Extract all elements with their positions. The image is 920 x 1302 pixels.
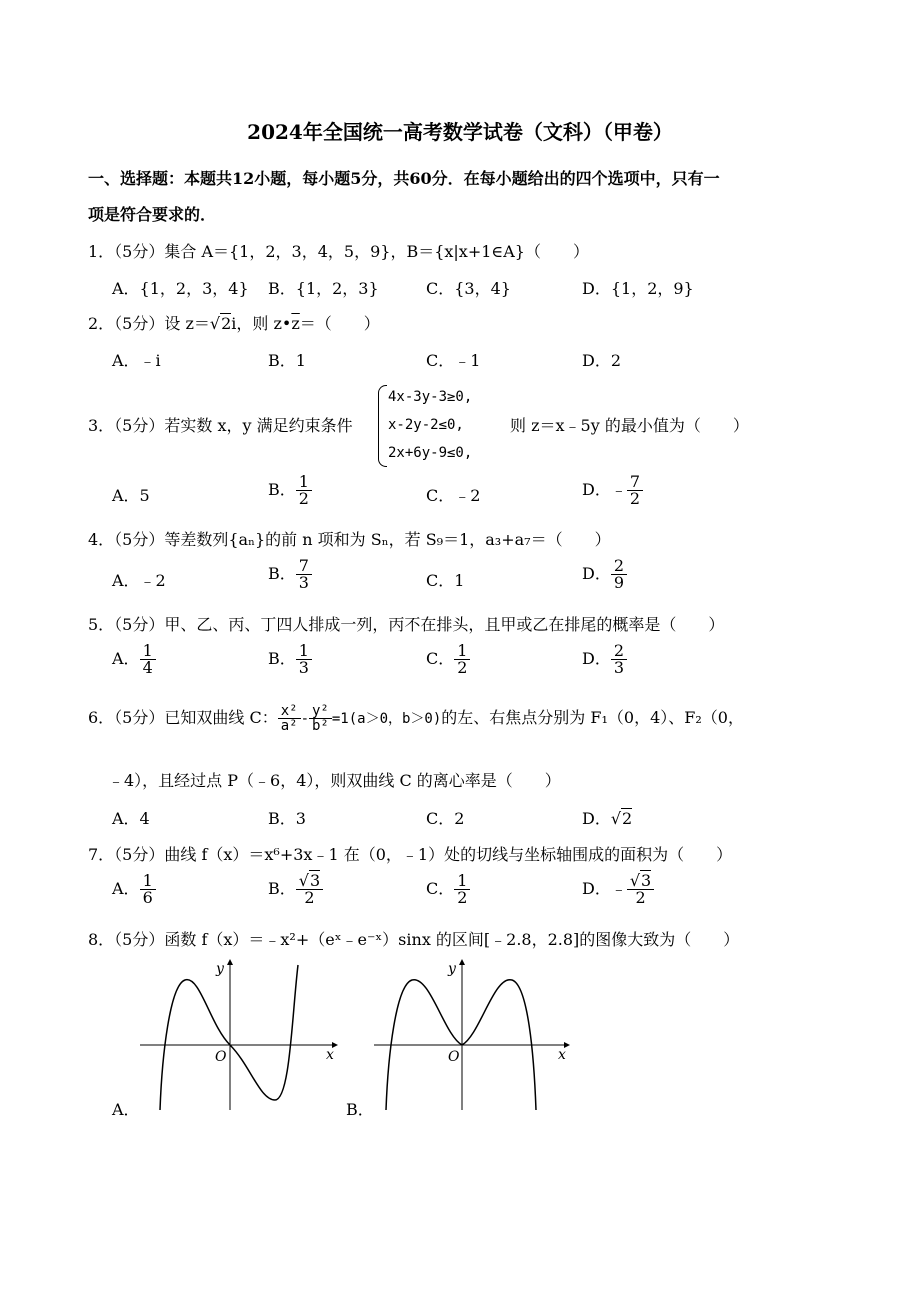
denominator: 2 bbox=[629, 489, 641, 508]
q7-option-a-fraction bbox=[140, 873, 156, 906]
q5-option-a[interactable] bbox=[112, 643, 156, 676]
q5-option-c[interactable] bbox=[426, 643, 470, 676]
sqrt-symbol: √ bbox=[298, 871, 309, 890]
q2-radicand: 2 bbox=[221, 314, 232, 333]
q3-option-d-fraction bbox=[627, 474, 643, 507]
q5-option-d-fraction bbox=[611, 643, 627, 676]
q5-option-c-label: C． bbox=[426, 649, 455, 668]
origin-label: O bbox=[215, 1049, 227, 1065]
q7-option-c-fraction bbox=[454, 873, 470, 906]
numerator: 2 bbox=[611, 643, 627, 660]
q7-option-b-fraction bbox=[296, 873, 323, 906]
q6-fraction-x bbox=[278, 704, 301, 733]
q4-option-b-fraction bbox=[296, 558, 312, 591]
q6-stem-pre: 6．（5分）已知双曲线 C： bbox=[88, 708, 278, 727]
q6-option-d[interactable] bbox=[582, 806, 632, 829]
curve-a bbox=[160, 965, 298, 1110]
q2-option-b[interactable]: B．1 bbox=[268, 351, 306, 370]
numerator: 1 bbox=[296, 474, 312, 491]
q4-option-c[interactable]: C．1 bbox=[426, 571, 465, 590]
q3-constraint-3: 2x+6y-9≤0, bbox=[388, 445, 473, 461]
q1-option-b[interactable]: B．{1，2，3} bbox=[268, 279, 379, 298]
q3-option-b[interactable] bbox=[268, 474, 312, 507]
numerator: 1 bbox=[454, 873, 470, 890]
q2-stem-post: i，则 z• bbox=[231, 314, 292, 333]
denominator: 9 bbox=[613, 573, 625, 592]
numerator: 2 bbox=[611, 558, 627, 575]
question-3-post: 则 z＝x﹣5y 的最小值为（ ） bbox=[510, 416, 749, 435]
radicand: 3 bbox=[309, 871, 321, 890]
q5-option-d[interactable] bbox=[582, 643, 627, 676]
q8-option-a[interactable]: A． bbox=[112, 1100, 140, 1119]
q1-option-c[interactable]: C．{3，4} bbox=[426, 279, 511, 298]
q3-constraint-system bbox=[388, 383, 472, 467]
q2-option-c[interactable]: C．﹣1 bbox=[426, 351, 481, 370]
radicand: 3 bbox=[641, 871, 652, 890]
q4-option-b-label: B． bbox=[268, 564, 296, 583]
q6-option-d-label: D． bbox=[582, 809, 611, 828]
q7-option-d-label: D．﹣ bbox=[582, 879, 627, 898]
q8-graph-a[interactable] bbox=[140, 955, 340, 1115]
q6-equation-rhs: =1(a＞0，b＞0) bbox=[331, 711, 442, 727]
denominator: 4 bbox=[142, 658, 153, 677]
denominator: 2 bbox=[457, 658, 468, 677]
question-1: 1．（5分）集合 A＝{1，2，3，4，5，9}，B＝{x|x+1∈A}（ ） bbox=[88, 242, 589, 261]
x-axis-label: x bbox=[558, 1047, 566, 1063]
q4-option-d-label: D． bbox=[582, 564, 611, 583]
q1-option-d[interactable]: D．{1，2，9} bbox=[582, 279, 694, 298]
q3-constraint-2: x-2y-2≤0, bbox=[388, 417, 464, 433]
q6-option-c[interactable]: C．2 bbox=[426, 809, 465, 828]
question-4: 4．（5分）等差数列{aₙ}的前 n 项和为 Sₙ，若 S₉＝1，a₃+a₇＝（ ） bbox=[88, 530, 611, 549]
denominator: 2 bbox=[635, 888, 646, 907]
q7-option-c[interactable] bbox=[426, 873, 470, 906]
q6-fraction-y bbox=[309, 704, 332, 733]
q7-option-c-label: C． bbox=[426, 879, 455, 898]
q6-option-d-radicand: 2 bbox=[622, 809, 633, 828]
page-title: 2024年全国统一高考数学试卷（文科）（甲卷） bbox=[247, 120, 673, 144]
q7-option-a[interactable] bbox=[112, 873, 156, 906]
section-heading-line2: 项是符合要求的． bbox=[88, 205, 217, 224]
numerator: 1 bbox=[140, 873, 156, 890]
q1-option-a[interactable]: A．{1，2，3，4} bbox=[112, 279, 249, 298]
question-6-line2: ﹣4），且经过点 P（﹣6，4），则双曲线 C 的离心率是（ ） bbox=[108, 771, 561, 790]
q4-option-a[interactable]: A．﹣2 bbox=[112, 571, 166, 590]
q6-minus: - bbox=[300, 711, 309, 727]
q6-option-b[interactable]: B．3 bbox=[268, 809, 306, 828]
q3-constraint-1: 4x-3y-3≥0, bbox=[388, 389, 473, 405]
denominator: 3 bbox=[298, 573, 309, 592]
numerator: y² bbox=[309, 704, 332, 719]
question-6 bbox=[88, 704, 744, 733]
denominator: 2 bbox=[457, 888, 468, 907]
q7-option-b[interactable] bbox=[268, 873, 323, 906]
q5-option-b-fraction bbox=[296, 643, 312, 676]
denominator: 2 bbox=[304, 888, 315, 907]
numerator: 1 bbox=[454, 643, 470, 660]
q7-option-a-label: A． bbox=[112, 879, 140, 898]
q2-conjugate: $\overline{z}$ bbox=[291, 314, 300, 333]
q5-option-b[interactable] bbox=[268, 643, 312, 676]
numerator: 7 bbox=[296, 558, 312, 575]
numerator: x² bbox=[278, 704, 301, 719]
q5-option-b-label: B． bbox=[268, 649, 296, 668]
y-axis-label: y bbox=[216, 961, 224, 977]
q5-option-d-label: D． bbox=[582, 649, 611, 668]
q3-option-b-fraction bbox=[296, 474, 312, 507]
q4-option-d[interactable] bbox=[582, 558, 627, 591]
numerator: 1 bbox=[296, 643, 312, 660]
question-8: 8．（5分）函数 f（x）＝﹣x²+（eˣ﹣e⁻ˣ）sinx 的区间[﹣2.8，2.8]的图像大致为（ ） bbox=[88, 930, 740, 949]
q3-option-d-label: D．﹣ bbox=[582, 480, 627, 499]
q3-option-b-label: B． bbox=[268, 480, 296, 499]
q3-option-c[interactable]: C．﹣2 bbox=[426, 486, 481, 505]
q5-option-a-fraction bbox=[140, 643, 156, 676]
q2-option-a[interactable]: A．﹣i bbox=[112, 351, 161, 370]
numerator: 1 bbox=[140, 643, 156, 660]
sqrt-symbol: √ bbox=[610, 809, 622, 828]
q2-stem-pre: 2．（5分）设 z＝ bbox=[88, 314, 210, 333]
q7-option-d[interactable] bbox=[582, 873, 654, 906]
y-axis-label: y bbox=[448, 961, 456, 977]
q7-option-b-label: B． bbox=[268, 879, 296, 898]
q5-option-a-label: A． bbox=[112, 649, 140, 668]
x-axis-label: x bbox=[326, 1047, 334, 1063]
q2-stem-end: ＝（ ） bbox=[299, 314, 380, 333]
brace-icon bbox=[378, 385, 387, 467]
question-5: 5．（5分）甲、乙、丙、丁四人排成一列，丙不在排头，且甲或乙在排尾的概率是（ ） bbox=[88, 615, 725, 634]
q6-option-a[interactable]: A．4 bbox=[112, 809, 150, 828]
origin-label: O bbox=[448, 1049, 460, 1065]
denominator: 6 bbox=[142, 888, 153, 907]
denominator: 3 bbox=[298, 658, 309, 677]
q2-option-d[interactable]: D．2 bbox=[582, 351, 622, 370]
q6-stem-post: 的左、右焦点分别为 F₁（0，4）、F₂（0， bbox=[441, 708, 744, 727]
question-7: 7．（5分）曲线 f（x）＝x⁶+3x﹣1 在（0，﹣1）处的切线与坐标轴围成的面积为（ ） bbox=[88, 845, 733, 864]
sqrt-symbol: √ bbox=[209, 314, 221, 333]
q4-option-b[interactable] bbox=[268, 558, 312, 591]
q7-option-d-fraction bbox=[627, 873, 654, 906]
q3-option-a[interactable]: A．5 bbox=[112, 486, 150, 505]
denominator: 3 bbox=[613, 658, 625, 677]
section-heading-line1: 一、选择题：本题共12小题，每小题5分，共60分．在每小题给出的四个选项中，只有一 bbox=[88, 169, 720, 188]
question-2 bbox=[88, 311, 380, 334]
y-axis-arrow-icon bbox=[459, 959, 465, 965]
q4-option-d-fraction bbox=[611, 558, 627, 591]
q8-graph-b[interactable] bbox=[374, 955, 574, 1115]
denominator: a² bbox=[280, 718, 298, 734]
denominator: 2 bbox=[298, 489, 309, 508]
denominator: b² bbox=[312, 718, 329, 734]
q3-option-d[interactable] bbox=[582, 474, 643, 507]
q5-option-c-fraction bbox=[454, 643, 470, 676]
q8-option-b[interactable]: B． bbox=[346, 1100, 374, 1119]
numerator: 7 bbox=[627, 474, 643, 491]
y-axis-arrow-icon bbox=[227, 959, 233, 965]
question-3-stem: 3．（5分）若实数 x，y 满足约束条件 bbox=[88, 416, 353, 435]
sqrt-symbol: √ bbox=[629, 871, 641, 890]
